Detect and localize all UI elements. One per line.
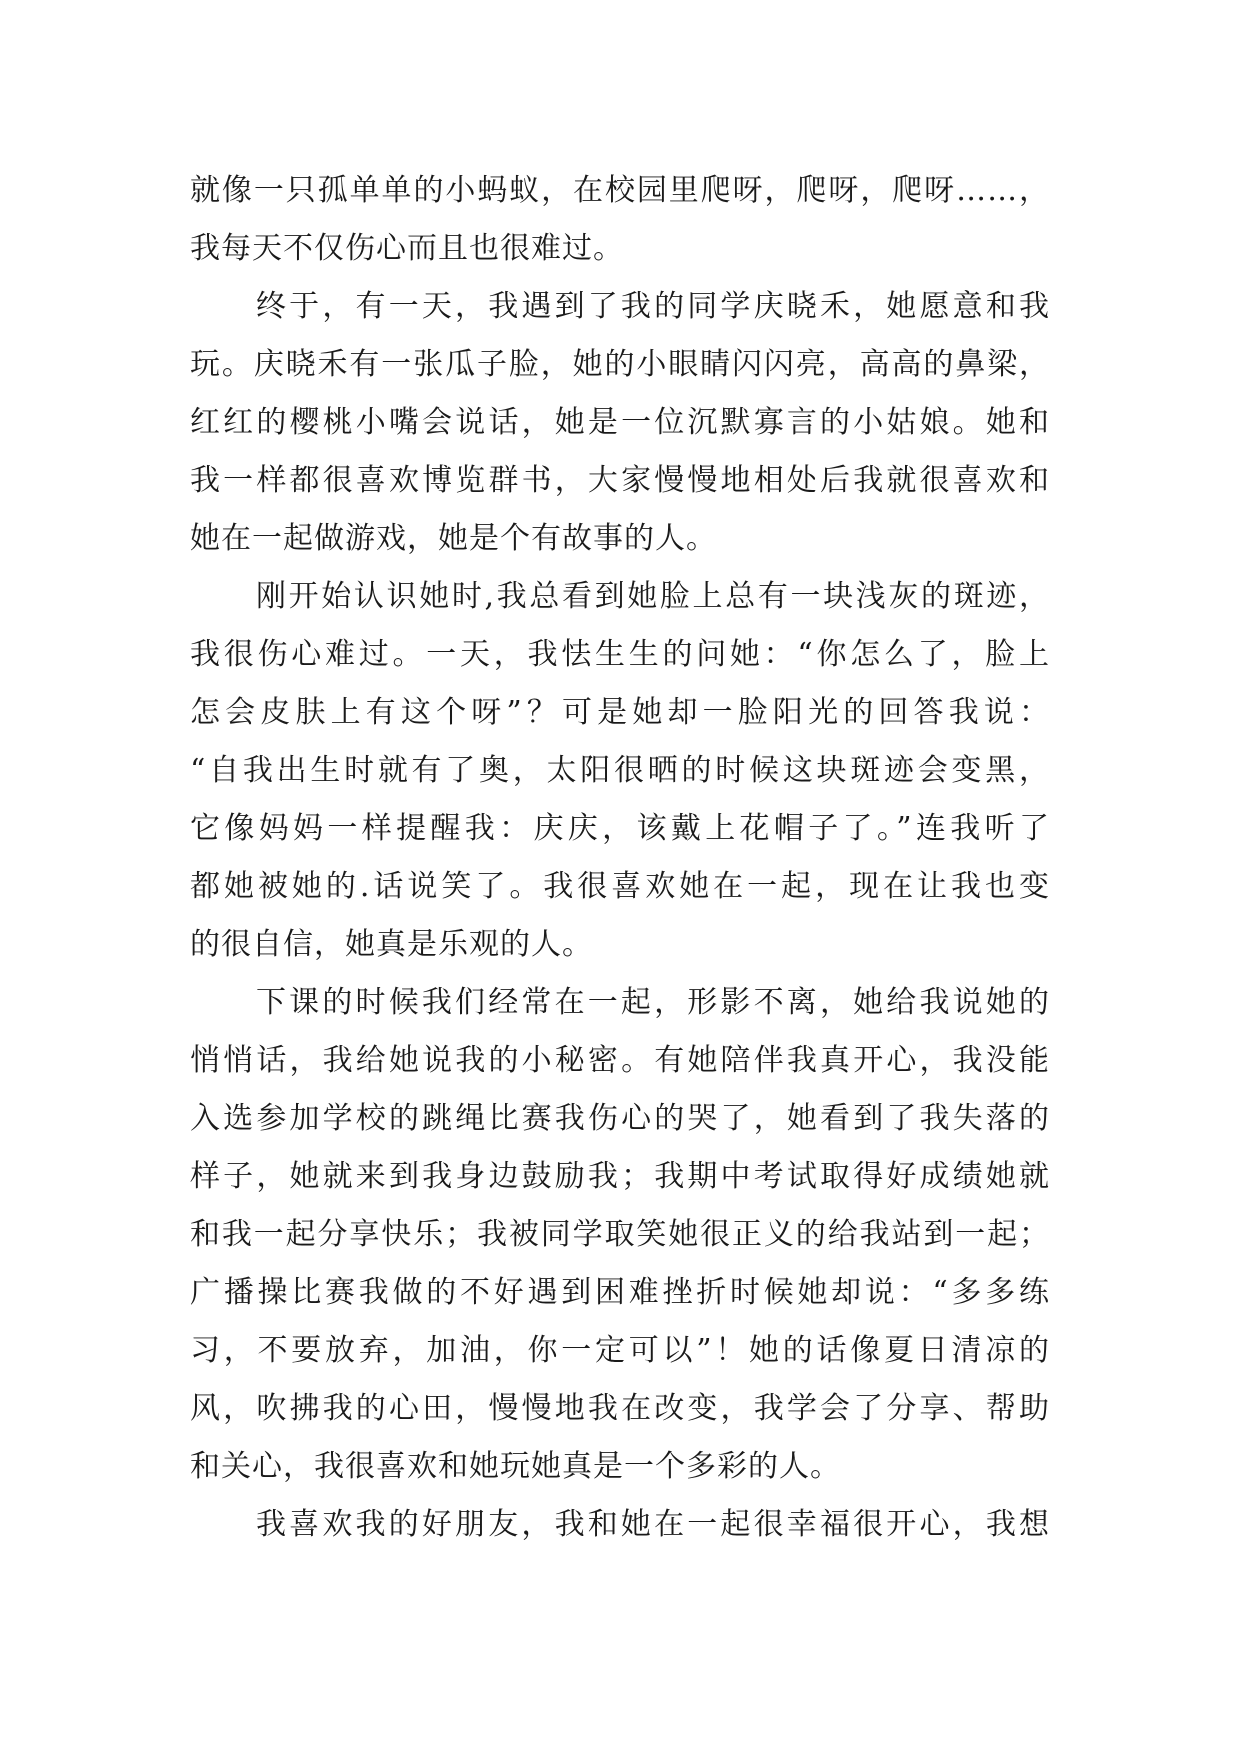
paragraph-start-line: 下课的时候我们经常在一起，形影不离，她给我说她的 (256, 985, 1050, 1020)
paragraph-start-line: 终于，有一天，我遇到了我的同学庆晓禾，她愿意和我 (256, 289, 1050, 324)
text-line: “自我出生时就有了奥，太阳很晒的时候这块斑迹会变黑， (190, 753, 1050, 788)
text-line: 我一样都很喜欢博览群书，大家慢慢地相处后我就很喜欢和 (190, 463, 1050, 498)
text-line: 我很伤心难过。一天，我怯生生的问她：“你怎么了，脸上 (190, 637, 1050, 672)
text-line: 风，吹拂我的心田，慢慢地我在改变，我学会了分享、帮助 (190, 1391, 1050, 1426)
essay-body (190, 162, 1050, 1554)
text-line: 它像妈妈一样提醒我：庆庆，该戴上花帽子了。”连我听了 (190, 811, 1050, 846)
text-line: 红红的樱桃小嘴会说话，她是一位沉默寡言的小姑娘。她和 (190, 405, 1050, 440)
text-line: 就像一只孤单单的小蚂蚁，在校园里爬呀，爬呀，爬呀……， (190, 173, 1050, 208)
text-line: 广播操比赛我做的不好遇到困难挫折时候她却说：“多多练 (190, 1275, 1050, 1310)
text-line: 玩。庆晓禾有一张瓜子脸，她的小眼睛闪闪亮，高高的鼻梁， (190, 347, 1050, 382)
text-line: 和我一起分享快乐；我被同学取笑她很正义的给我站到一起； (190, 1217, 1050, 1252)
text-line: 都她被她的.话说笑了。我很喜欢她在一起，现在让我也变 (190, 869, 1050, 904)
paragraph-start-line: 我喜欢我的好朋友，我和她在一起很幸福很开心，我想 (256, 1507, 1050, 1542)
text-line: 入选参加学校的跳绳比赛我伤心的哭了，她看到了我失落的 (190, 1101, 1050, 1136)
text-line: 的很自信，她真是乐观的人。 (190, 927, 593, 962)
text-line: 我每天不仅伤心而且也很难过。 (190, 231, 624, 266)
text-line: 怎会皮肤上有这个呀”？可是她却一脸阳光的回答我说： (190, 695, 1050, 730)
text-line: 样子，她就来到我身边鼓励我；我期中考试取得好成绩她就 (190, 1159, 1050, 1194)
text-line: 和关心，我很喜欢和她玩她真是一个多彩的人。 (190, 1449, 841, 1484)
text-line: 她在一起做游戏，她是个有故事的人。 (190, 521, 717, 556)
paragraph-start-line: 刚开始认识她时,我总看到她脸上总有一块浅灰的斑迹， (256, 579, 1050, 614)
text-line: 悄悄话，我给她说我的小秘密。有她陪伴我真开心，我没能 (190, 1043, 1050, 1078)
text-line: 习，不要放弃，加油，你一定可以”！她的话像夏日清凉的 (190, 1333, 1050, 1368)
